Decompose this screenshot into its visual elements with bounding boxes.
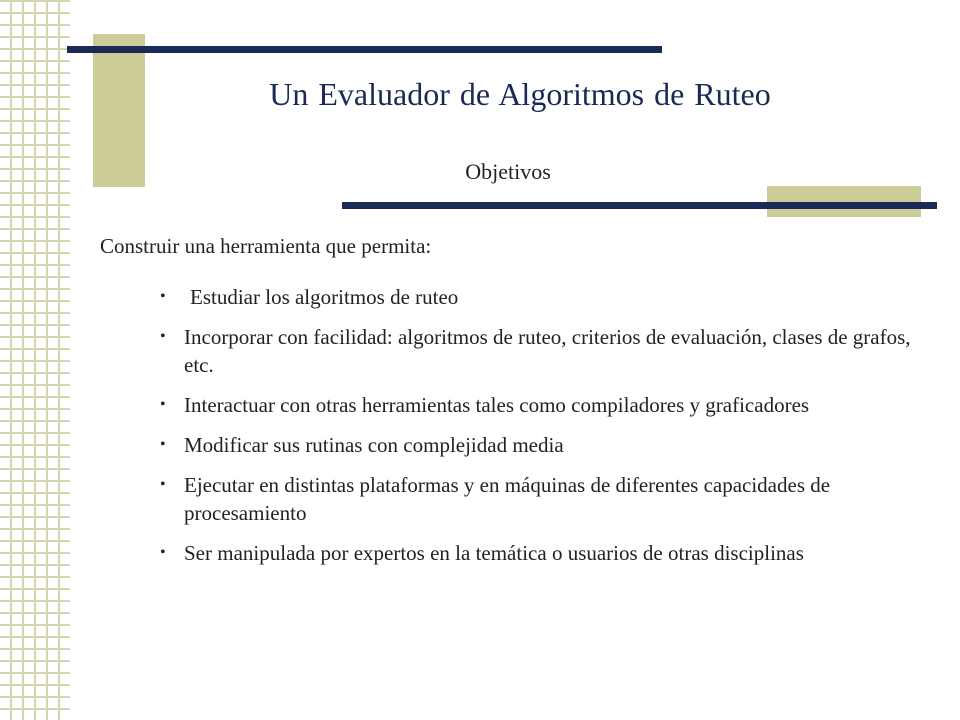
list-item [160, 323, 930, 379]
bullet-dot-icon: • [160, 436, 166, 453]
bullet-dot-icon: • [160, 328, 166, 345]
list-item-text: Incorporar con facilidad: algoritmos de ruteo, criterios de evaluación, clases de grafos, etc. [184, 325, 911, 377]
list-item-text: Interactuar con otras herramientas tales como compiladores y graficadores [184, 393, 810, 417]
decorative-stripe-band [0, 0, 70, 720]
list-item [160, 431, 930, 459]
bullet-dot-icon: • [160, 288, 166, 305]
list-item-text: Ser manipulada por expertos en la temática o usuarios de otras disciplinas [184, 541, 804, 565]
list-item [160, 283, 930, 311]
objectives-list [160, 283, 930, 579]
bullet-dot-icon: • [160, 544, 166, 561]
slide-title: Un Evaluador de Algoritmos de Ruteo [269, 76, 771, 112]
list-item [160, 391, 930, 419]
list-item [160, 539, 930, 567]
intro-text: Construir una herramienta que permita: [100, 234, 432, 258]
title-rule-bottom [342, 202, 937, 209]
bullet-dot-icon: • [160, 396, 166, 413]
list-item-text: Estudiar los algoritmos de ruteo [190, 285, 459, 309]
list-item-text: Modificar sus rutinas con complejidad media [184, 433, 564, 457]
list-item [160, 471, 930, 527]
title-rule-top [67, 46, 662, 53]
slide-subtitle: Objetivos [465, 159, 551, 184]
decorative-block-left [93, 34, 145, 187]
list-item-text: Ejecutar en distintas plataformas y en máquinas de diferentes capacidades de procesamiento [184, 473, 831, 525]
bullet-dot-icon: • [160, 476, 166, 493]
